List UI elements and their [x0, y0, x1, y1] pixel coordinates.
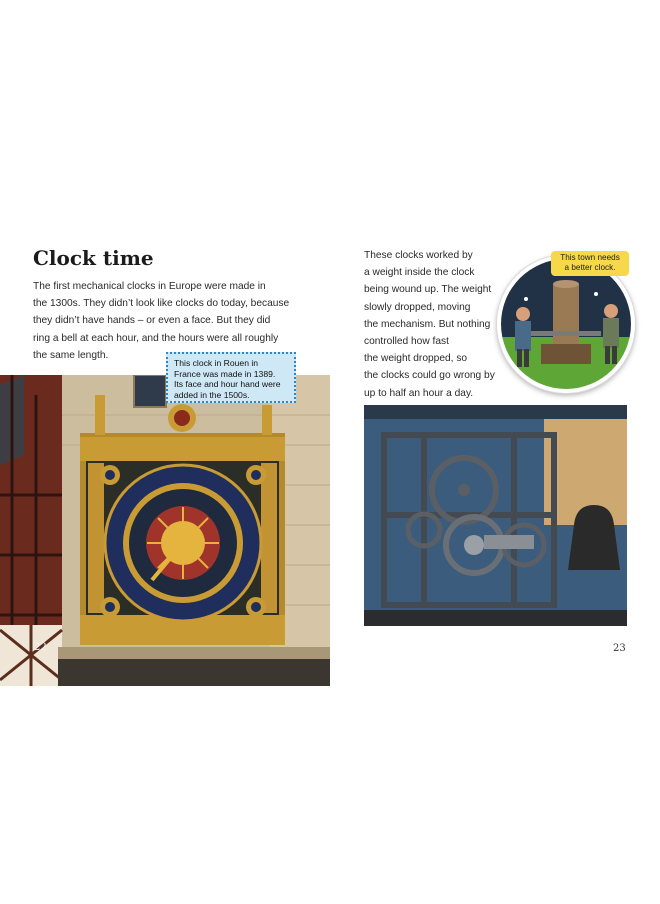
text-line: up to half an hour a day.: [364, 387, 474, 399]
text-line: ring a bell at each hour, and the hours were all roughly: [33, 332, 279, 344]
town-clock-cartoon: [501, 259, 631, 389]
text-line: the weight dropped, so: [364, 353, 468, 365]
text-line: being wound up. The weight: [364, 284, 492, 296]
page-title: Clock time: [33, 246, 154, 270]
page-number-left: 22: [34, 642, 47, 653]
page-number-right: 23: [613, 643, 626, 654]
speech-line: a better clock.: [564, 263, 616, 272]
speech-bubble: [551, 251, 629, 276]
text-line: the mechanism. But nothing: [364, 318, 491, 330]
rouen-clock-illustration: [0, 375, 330, 686]
caption-line: added in the 1500s.: [174, 389, 250, 400]
text-line: controlled how fast: [364, 336, 449, 348]
text-line: the clocks could go wrong by: [364, 370, 495, 382]
clock-mechanism-illustration: [364, 405, 627, 626]
text-line: the 1300s. They didn’t look like clocks do today, because: [33, 298, 290, 310]
text-line: the same length.: [33, 349, 109, 361]
speech-line: This town needs: [560, 253, 620, 262]
text-line: they didn’t have hands – or even a face. But they did: [33, 315, 271, 327]
text-line: These clocks worked by: [364, 250, 473, 261]
mechanism-paragraph: [364, 247, 504, 402]
text-line: a weight inside the clock: [364, 267, 475, 279]
caption-box: [166, 352, 296, 403]
caption-line: Its face and hour hand were: [174, 379, 281, 390]
rouen-clock-photo: [0, 375, 330, 686]
text-line: The first mechanical clocks in Europe were made in: [33, 281, 266, 292]
text-line: slowly dropped, moving: [364, 301, 471, 313]
clock-mechanism-photo: [364, 405, 627, 626]
caption-line: This clock in Rouen in: [174, 358, 259, 368]
caption-line: France was made in 1389.: [174, 368, 276, 379]
